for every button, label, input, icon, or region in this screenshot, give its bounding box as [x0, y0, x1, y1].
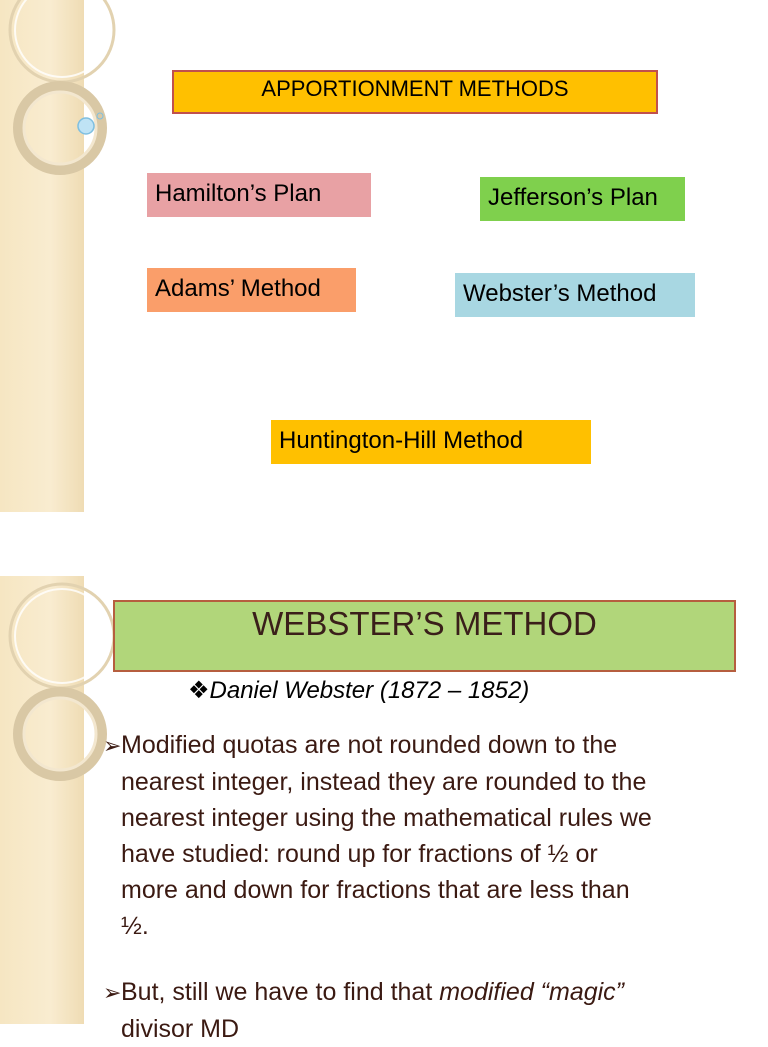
bullet-line: Modified quotas are not rounded down to the [121, 731, 618, 759]
bullet-line: have studied: round up for fractions of ½ or [121, 840, 598, 868]
slide-title: WEBSTER’S METHOD [113, 600, 736, 672]
subtitle [188, 676, 529, 705]
method-huntington-hill: Huntington-Hill Method [271, 420, 591, 464]
bullet-line: ½. [121, 912, 149, 940]
bullet-line: nearest integer using the mathematical rules we [121, 804, 652, 832]
subtitle-years: (1872 – 1852) [379, 677, 530, 704]
ring-decoration-icon [0, 0, 120, 200]
arrow-bullet-icon: ➢ [103, 733, 122, 758]
slide-websters-method [0, 576, 768, 1043]
bullet-modified-quotas [103, 727, 713, 944]
method-hamilton: Hamilton’s Plan [147, 173, 371, 217]
bullet-line: divisor MD [121, 1015, 240, 1043]
diamond-bullet-icon: ❖ [188, 677, 210, 704]
subtitle-name: Daniel Webster [209, 677, 374, 704]
slide-title: APPORTIONMENT METHODS [172, 70, 658, 114]
slide-apportionment-methods [0, 0, 768, 512]
arrow-bullet-icon: ➢ [103, 980, 122, 1005]
method-jefferson: Jefferson’s Plan [480, 177, 685, 221]
ring-decoration-icon [0, 576, 120, 776]
method-adams: Adams’ Method [147, 268, 356, 312]
bullet-line: nearest integer, instead they are rounded to the [121, 768, 647, 796]
bullet-line: more and down for fractions that are less than [121, 876, 630, 904]
bullet-text: But, still we have to find that [121, 978, 440, 1006]
bullet-italic: modified “magic” [439, 978, 625, 1006]
method-webster: Webster’s Method [455, 273, 695, 317]
bullet-magic-divisor [103, 974, 713, 1047]
slide-gap [0, 512, 768, 576]
